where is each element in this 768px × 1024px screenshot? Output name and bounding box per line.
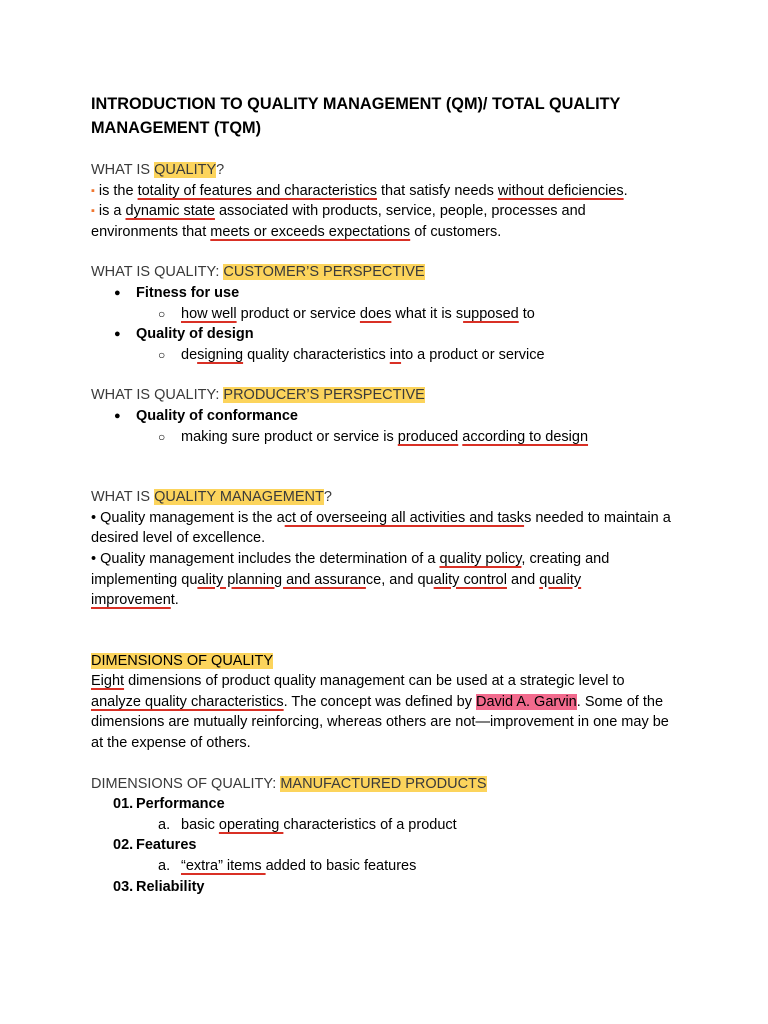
sub-list-item: ○ making sure product or service is produced according to design bbox=[91, 427, 671, 448]
dimensions-list bbox=[91, 794, 671, 897]
quality-definition-2: ▪ is a dynamic state associated with products, service, people, processes and environments that meets or exceeds expectations of customers. bbox=[91, 203, 586, 240]
manufactured-products-heading: DIMENSIONS OF QUALITY: MANUFACTURED PRODUCTS bbox=[91, 775, 487, 792]
list-item: 02. Features a. “extra” items added to basic features bbox=[91, 835, 671, 876]
document-title: INTRODUCTION TO QUALITY MANAGEMENT (QM)/ TOTAL QUALITY MANAGEMENT (TQM) bbox=[91, 95, 621, 137]
customer-perspective-heading: WHAT IS QUALITY: CUSTOMER’S PERSPECTIVE bbox=[91, 264, 425, 281]
square-bullet-icon: ▪ bbox=[91, 205, 95, 218]
sub-list-item: a. basic operating characteristics of a product bbox=[158, 816, 457, 833]
list-item: ● Quality of design ○ designing quality characteristics into a product or service bbox=[91, 324, 671, 365]
producer-perspective-list bbox=[91, 406, 671, 447]
what-is-quality-heading: WHAT IS QUALITY? bbox=[91, 162, 225, 178]
sub-list-item: a. “extra” items added to basic features bbox=[158, 858, 417, 875]
quality-management-para-2: • Quality management includes the determination of a quality policy, creating and implementing quality planning and assurance, and quality control and quality improvement. bbox=[91, 550, 610, 609]
producer-perspective-heading: WHAT IS QUALITY: PRODUCER’S PERSPECTIVE bbox=[91, 387, 425, 404]
list-item: 01. Performance a. basic operating characteristics of a product bbox=[91, 794, 671, 835]
dimensions-heading: DIMENSIONS OF QUALITY bbox=[91, 652, 274, 669]
quality-management-para-1: • Quality management is the act of overseeing all activities and tasks needed to maintain a desired level of excellence. bbox=[91, 509, 671, 547]
list-item: ● Quality of conformance ○ making sure product or service is produced according to design bbox=[91, 406, 671, 447]
customer-perspective-list bbox=[91, 283, 671, 365]
square-bullet-icon: ▪ bbox=[91, 184, 95, 197]
sub-list-item: ○ how well product or service does what it is supposed to bbox=[91, 304, 671, 325]
document-content bbox=[91, 92, 671, 897]
dimensions-paragraph: Eight dimensions of product quality management can be used at a strategic level to analyze quality characteristics. The concept was defined by David A. Garvin. Some of the dimensions are mutually reinforcing, whereas others are not—improvement in one may be at the expense of others. bbox=[91, 673, 669, 752]
list-item: ● Fitness for use ○ how well product or service does what it is supposed to bbox=[91, 283, 671, 324]
quality-definition-1: ▪ is the totality of features and characteristics that satisfy needs without deficiencies. bbox=[91, 182, 628, 199]
quality-management-heading: WHAT IS QUALITY MANAGEMENT? bbox=[91, 489, 332, 506]
sub-list-item: ○ designing quality characteristics into a product or service bbox=[91, 345, 671, 366]
list-item: 03. Reliability bbox=[113, 878, 205, 895]
